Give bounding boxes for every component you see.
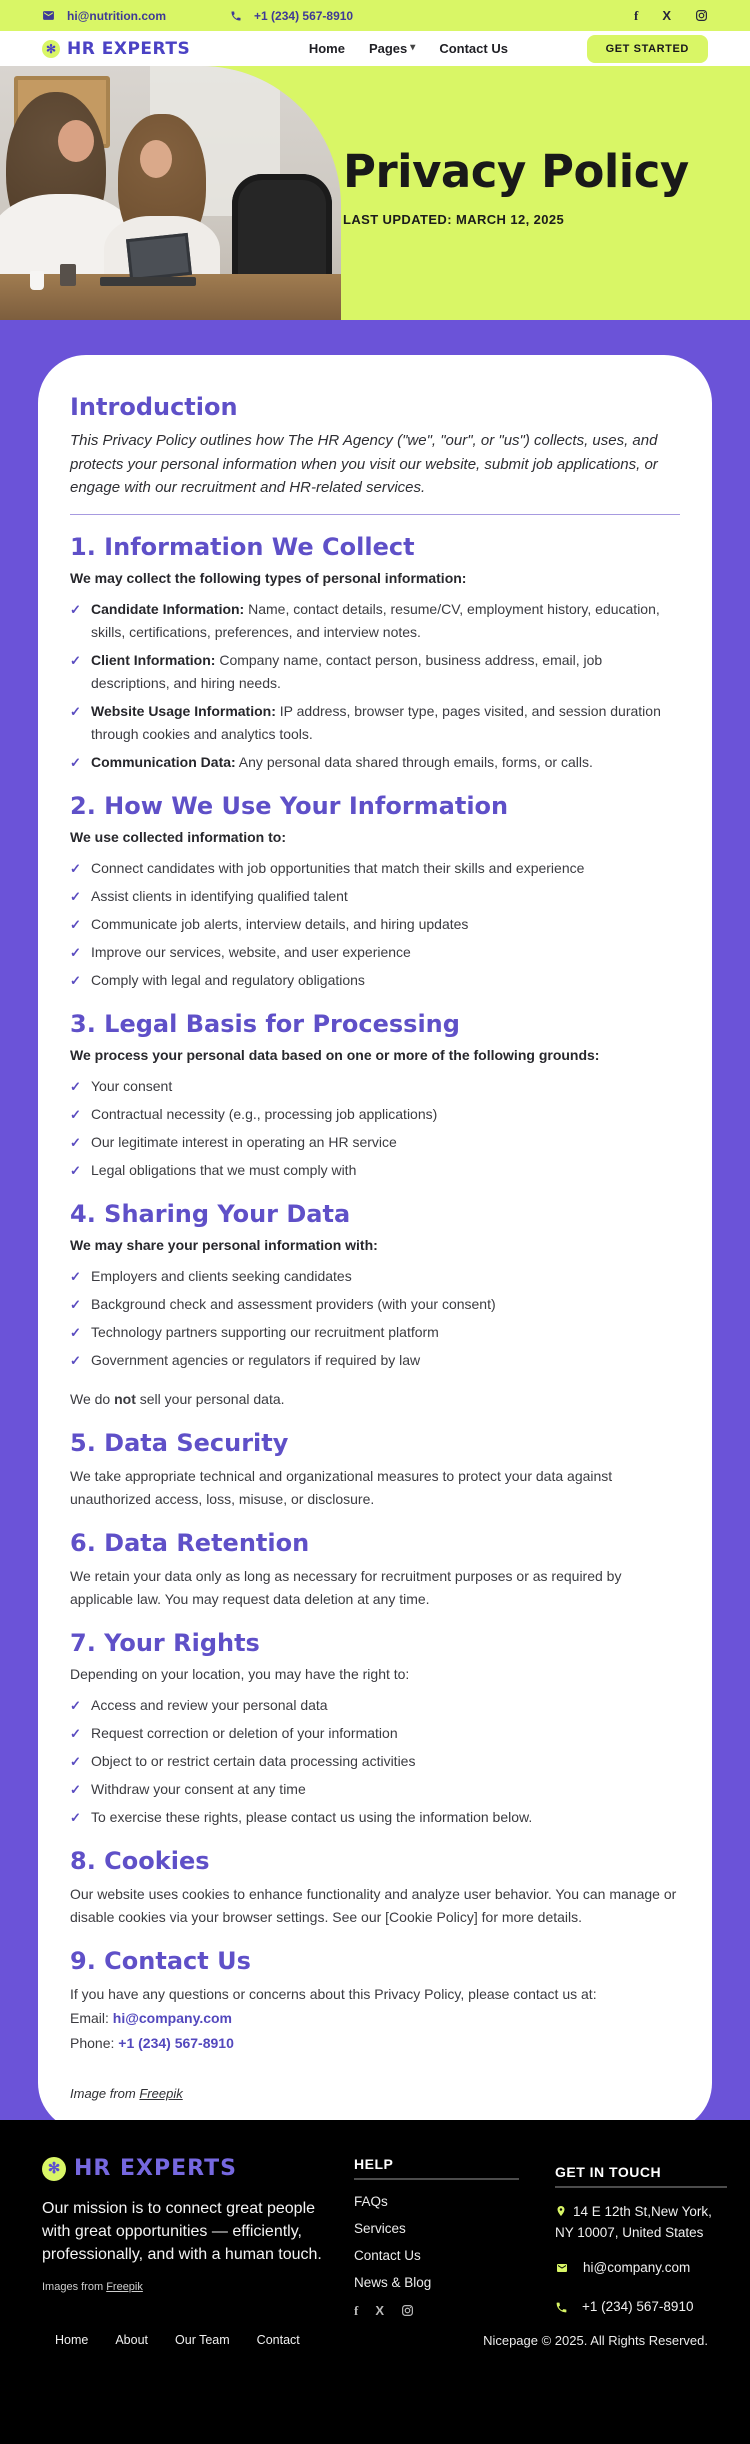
freepik-link[interactable]: Freepik <box>139 2085 183 2101</box>
footer-brand-icon: ✻ <box>42 2157 66 2181</box>
bullet-text: Legal obligations that we must comply with <box>91 1161 357 1178</box>
check-icon: ✓ <box>70 888 81 904</box>
copyright: Nicepage © 2025. All Rights Reserved. <box>483 2332 708 2348</box>
check-icon: ✓ <box>70 1162 81 1178</box>
image-credit: Image from Freepik <box>70 2085 183 2101</box>
envelope-icon <box>42 9 55 22</box>
bullet-term: Candidate Information: <box>91 600 245 617</box>
section-heading: 3. Legal Basis for Processing <box>70 1009 460 1038</box>
bottombar-links <box>55 2333 327 2347</box>
bullet-item <box>70 1750 680 1773</box>
bullet-list <box>70 1694 680 1829</box>
check-icon: ✓ <box>70 1078 81 1094</box>
bullet-item <box>70 1265 680 1288</box>
footer-social <box>354 2304 519 2317</box>
section-heading: 6. Data Retention <box>70 1528 310 1557</box>
policy-section <box>70 1010 680 1182</box>
phone-icon <box>230 10 242 22</box>
section-heading: 4. Sharing Your Data <box>70 1199 351 1228</box>
bottombar-link[interactable]: About <box>115 2333 149 2348</box>
bottombar-link[interactable]: Our Team <box>175 2333 230 2348</box>
bullet-item <box>70 1075 680 1098</box>
bullet-text: Background check and assessment providers (with your consent) <box>91 1295 496 1312</box>
bullet-text: Employers and clients seeking candidates <box>91 1267 352 1284</box>
section-paragraph: We take appropriate technical and organizational measures to protect your data against unauthorized access, loss, misuse, or disclosure. <box>70 1467 613 1507</box>
bullet-item <box>70 1293 680 1316</box>
section-paragraph: Our website uses cookies to enhance functionality and analyze user behavior. You can manage or disable cookies via your browser settings. See our [Cookie Policy] for more details. <box>70 1885 677 1925</box>
bullet-term: Communication Data: <box>91 753 236 770</box>
footer-link[interactable]: FAQs <box>354 2194 388 2209</box>
bullet-text: Our legitimate interest in operating an HR service <box>91 1133 397 1150</box>
bullet-item <box>70 598 680 644</box>
bullet-list <box>70 857 680 992</box>
section-heading: 9. Contact Us <box>70 1946 251 1975</box>
bullet-text: Communication Data: Any personal data shared through emails, forms, or calls. <box>91 753 593 770</box>
bullet-item <box>70 857 680 880</box>
hero-copy <box>343 145 689 228</box>
facebook-icon[interactable]: f <box>633 8 639 23</box>
footer-help-title: HELP <box>354 2156 394 2172</box>
bullet-item <box>70 1103 680 1126</box>
topbar <box>0 0 750 31</box>
topbar-social <box>634 9 708 22</box>
bottombar <box>42 2333 708 2348</box>
footer-freepik-link[interactable]: Freepik <box>106 2280 143 2293</box>
footer-link[interactable]: News & Blog <box>354 2275 432 2290</box>
footer-logo[interactable] <box>42 2156 342 2181</box>
bullet-text: Object to or restrict certain data processing activities <box>91 1752 416 1769</box>
footer-instagram-icon[interactable] <box>401 2304 414 2317</box>
bullet-text: Website Usage Information: IP address, browser type, pages visited, and session duration through cookies and analytics tools. <box>91 702 661 742</box>
bullet-text: Technology partners supporting our recruitment platform <box>91 1323 439 1340</box>
bullet-item <box>70 751 680 774</box>
bullet-text: Access and review your personal data <box>91 1696 328 1713</box>
footer-contact-rule <box>555 2186 727 2188</box>
section-lead: We may collect the following types of personal information: <box>70 569 467 586</box>
brand-logo[interactable] <box>42 39 190 59</box>
check-icon: ✓ <box>70 944 81 960</box>
bottombar-link[interactable]: Home <box>55 2333 89 2348</box>
check-icon: ✓ <box>70 916 81 932</box>
check-icon: ✓ <box>70 1725 81 1741</box>
section-paragraph: If you have any questions or concerns about this Privacy Policy, please contact us at: <box>70 1985 597 2002</box>
bullet-item <box>70 1159 680 1182</box>
check-icon: ✓ <box>70 1781 81 1797</box>
bullet-text: Communicate job alerts, interview details, and hiring updates <box>91 915 469 932</box>
bullet-text: Improve our services, website, and user experience <box>91 943 411 960</box>
section-lead: We may share your personal information with: <box>70 1236 378 1253</box>
bullet-list <box>70 598 680 774</box>
instagram-icon[interactable] <box>695 9 708 22</box>
section-heading: 8. Cookies <box>70 1846 210 1875</box>
policy-card <box>38 355 712 2131</box>
bullet-item <box>70 941 680 964</box>
intro-paragraph: This Privacy Policy outlines how The HR Agency ("we", "our", or "us") collects, uses, and protects your personal information when you visit our website, submit job applications, or engage with our recruitment and HR-related services. <box>70 432 658 496</box>
policy-section <box>70 533 680 774</box>
contact-link[interactable]: +1 (234) 567-8910 <box>118 2034 234 2051</box>
hero-photo <box>0 66 341 320</box>
bullet-text: Client Information: Company name, contact person, business address, email, job descriptions, and hiring needs. <box>91 651 603 691</box>
bullet-item <box>70 1349 680 1372</box>
bullet-text: Comply with legal and regulatory obligations <box>91 971 365 988</box>
check-icon: ✓ <box>70 601 81 617</box>
section-note: We do not sell your personal data. <box>70 1390 285 1407</box>
section-lead: Depending on your location, you may have the right to: <box>70 1665 410 1682</box>
bullet-text: Connect candidates with job opportunities that match their skills and experience <box>91 859 585 876</box>
section-heading: 7. Your Rights <box>70 1628 260 1657</box>
footer-contact-title: GET IN TOUCH <box>555 2164 662 2180</box>
footer-link[interactable]: Services <box>354 2221 406 2236</box>
footer-phone-icon <box>555 2301 568 2314</box>
section-heading: 5. Data Security <box>70 1428 289 1457</box>
footer-brand-column <box>42 2156 342 2318</box>
policy-band <box>0 320 750 2120</box>
footer-contact-column <box>555 2156 727 2318</box>
contact-line: Email: hi@company.com <box>70 2009 232 2026</box>
check-icon: ✓ <box>70 1753 81 1769</box>
bullet-item <box>70 700 680 746</box>
policy-section <box>70 1947 680 2056</box>
policy-section <box>70 1629 680 1829</box>
footer <box>0 2120 750 2444</box>
bullet-item <box>70 1722 680 1745</box>
bullet-item <box>70 1778 680 1801</box>
bullet-term: Client Information: <box>91 651 216 668</box>
policy-section <box>70 1529 680 1611</box>
check-icon: ✓ <box>70 972 81 988</box>
bullet-item <box>70 1694 680 1717</box>
bullet-term: Website Usage Information: <box>91 702 276 719</box>
section-heading: 1. Information We Collect <box>70 532 415 561</box>
get-started-button[interactable]: GET STARTED <box>587 35 708 63</box>
note-bold-word: not <box>114 1390 136 1407</box>
section-lead: We process your personal data based on one or more of the following grounds: <box>70 1046 600 1063</box>
divider <box>70 514 680 515</box>
footer-address: 14 E 12th St,New York, NY 10007, United States <box>555 2204 712 2240</box>
map-pin-icon <box>555 2204 567 2218</box>
policy-section <box>70 1200 680 1411</box>
hero <box>0 66 750 320</box>
check-icon: ✓ <box>70 1106 81 1122</box>
section-paragraph: We retain your data only as long as necessary for recruitment purposes or as required by applicable law. You may request data deletion at any time. <box>70 1567 622 1607</box>
bullet-text: To exercise these rights, please contact us using the information below. <box>91 1808 533 1825</box>
policy-section <box>70 792 680 992</box>
policy-section <box>70 1429 680 1511</box>
footer-facebook-icon[interactable]: f <box>354 2303 359 2318</box>
topbar-email-link[interactable] <box>42 9 166 23</box>
bullet-item <box>70 913 680 936</box>
bullet-item <box>70 1321 680 1344</box>
footer-mission: Our mission is to connect great people with great opportunities — efficiently, professionally, and with a human touch. <box>42 2200 322 2264</box>
nav-links <box>269 41 508 56</box>
intro-heading: Introduction <box>70 393 238 421</box>
footer-help-rule <box>354 2178 519 2180</box>
x-icon[interactable]: X <box>662 8 671 23</box>
bullet-item <box>70 1806 680 1829</box>
topbar-phone: +1 (234) 567-8910 <box>254 8 354 23</box>
check-icon: ✓ <box>70 1324 81 1340</box>
bullet-item <box>70 649 680 695</box>
check-icon: ✓ <box>70 1809 81 1825</box>
bullet-item <box>70 969 680 992</box>
footer-help-links <box>354 2194 519 2290</box>
contact-line: Phone: +1 (234) 567-8910 <box>70 2034 234 2051</box>
topbar-phone-link[interactable] <box>230 9 353 23</box>
check-icon: ✓ <box>70 1296 81 1312</box>
topbar-email: hi@nutrition.com <box>67 8 167 23</box>
bullet-list <box>70 1075 680 1182</box>
footer-main <box>42 2156 712 2318</box>
footer-x-icon[interactable]: X <box>375 2303 385 2318</box>
bullet-text: Your consent <box>91 1077 173 1094</box>
bullet-text: Request correction or deletion of your information <box>91 1724 398 1741</box>
brand-name: HR EXPERTS <box>67 38 191 59</box>
check-icon: ✓ <box>70 703 81 719</box>
brand-icon: ✻ <box>42 40 60 58</box>
footer-brand-name: HR EXPERTS <box>74 2156 237 2181</box>
check-icon: ✓ <box>70 652 81 668</box>
check-icon: ✓ <box>70 860 81 876</box>
footer-image-credit: Images from Freepik <box>42 2280 143 2293</box>
footer-phone-link[interactable]: +1 (234) 567-8910 <box>555 2297 727 2318</box>
bottombar-link[interactable]: Contact <box>256 2333 300 2348</box>
bullet-text: Candidate Information: Name, contact details, resume/CV, employment history, education, skills, certifications, preferences, and interview notes. <box>91 600 660 640</box>
footer-email-link[interactable]: hi@company.com <box>555 2258 727 2279</box>
bullet-text: Withdraw your consent at any time <box>91 1780 306 1797</box>
nav-link-pages[interactable]: Pages ▾ <box>368 41 416 56</box>
check-icon: ✓ <box>70 1134 81 1150</box>
bullet-item <box>70 1131 680 1154</box>
footer-envelope-icon <box>555 2262 569 2274</box>
footer-link[interactable]: Contact Us <box>354 2248 421 2263</box>
section-lead: We use collected information to: <box>70 828 286 845</box>
bullet-text: Contractual necessity (e.g., processing job applications) <box>91 1105 438 1122</box>
check-icon: ✓ <box>70 754 81 770</box>
navbar <box>0 31 750 66</box>
section-heading: 2. How We Use Your Information <box>70 791 509 820</box>
check-icon: ✓ <box>70 1697 81 1713</box>
page-title: Privacy Policy <box>343 145 689 198</box>
chevron-down-icon: ▾ <box>410 42 416 53</box>
footer-help-column <box>354 2156 519 2318</box>
bullet-list <box>70 1265 680 1372</box>
policy-section <box>70 1847 680 1929</box>
nav-link-contact[interactable]: Contact Us <box>439 41 508 56</box>
last-updated: LAST UPDATED: MARCH 12, 2025 <box>343 212 565 228</box>
contact-link[interactable]: hi@company.com <box>112 2009 232 2026</box>
bullet-text: Government agencies or regulators if required by law <box>91 1351 421 1368</box>
nav-link-home[interactable]: Home <box>308 41 345 56</box>
policy-sections <box>70 533 680 2056</box>
check-icon: ✓ <box>70 1268 81 1284</box>
bullet-text: Assist clients in identifying qualified talent <box>91 887 348 904</box>
bullet-item <box>70 885 680 908</box>
check-icon: ✓ <box>70 1352 81 1368</box>
